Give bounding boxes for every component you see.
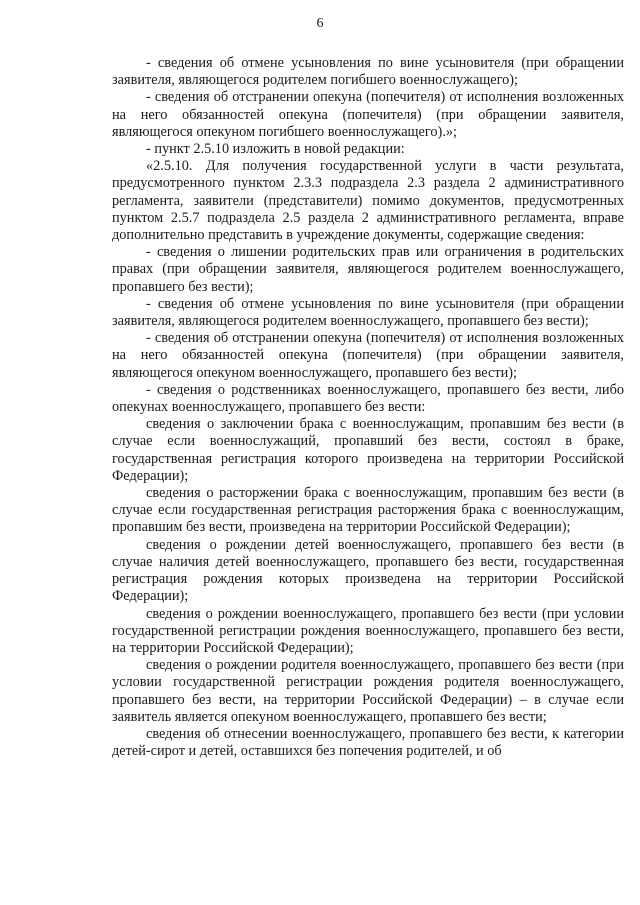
paragraph-orphan-category: сведения об отнесении военнослужащего, пропавшего без вести, к категории детей-сирот и детей, оставшихся без попечения родителей, и об (112, 725, 624, 760)
paragraph-guardian-removal-missing: - сведения об отстранении опекуна (попечителя) от исполнения возложенных на него обязанностей опекуна (попечителя) (при обращении заявителя, являющегося опекуном военнослужащего, пропавшего без вести); (112, 330, 624, 381)
document-body (112, 55, 624, 760)
paragraph-adoption-cancel-deceased: - сведения об отмене усыновления по вине усыновителя (при обращении заявителя, являющегося родителем погибшего военнослужащего); (112, 55, 624, 89)
paragraph-relatives: - сведения о родственниках военнослужащего, пропавшего без вести, либо опекунах военнослужащего, пропавшего без вести: (112, 381, 624, 416)
paragraph-serviceman-birth: сведения о рождении военнослужащего, пропавшего без вести (при условии государственной регистрации рождения военнослужащего, пропавшего без вести, на территории Российской Федерации); (112, 605, 624, 656)
paragraph-adoption-cancel-missing: - сведения об отмене усыновления по вине усыновителя (при обращении заявителя, являющегося родителем военнослужащего, пропавшего без вести); (112, 295, 624, 330)
paragraph-divorce: сведения о расторжении брака с военнослужащим, пропавшим без вести (в случае если государственная регистрация расторжения брака с военнослужащим, пропавшим без вести, произведена на территории Российской Федерации); (112, 485, 624, 536)
paragraph-guardian-removal-deceased: - сведения об отстранении опекуна (попечителя) от исполнения возложенных на него обязанностей опекуна (попечителя) (при обращении заявителя, являющегося опекуном погибшего военнослужащего).»; (112, 89, 624, 140)
paragraph-item-2-5-10-heading: - пункт 2.5.10 изложить в новой редакции: (146, 141, 405, 158)
paragraph-children-birth: сведения о рождении детей военнослужащего, пропавшего без вести (в случае наличия детей военнослужащего, пропавшего без вести, государственная регистрация рождения которых произведена на территории Российской Федерации); (112, 536, 624, 605)
paragraph-parental-rights: - сведения о лишении родительских прав или ограничения в родительских правах (при обращении заявителя, являющегося родителем военнослужащего, пропавшего без вести); (112, 244, 624, 295)
paragraph-marriage: сведения о заключении брака с военнослужащим, пропавшим без вести (в случае если военнослужащий, пропавший без вести, состоял в браке, государственная регистрация которого произведена на территории Российской Федерации); (112, 416, 624, 484)
page-number: 6 (316, 16, 324, 31)
paragraph-parent-birth: сведения о рождении родителя военнослужащего, пропавшего без вести (при условии государственной регистрации рождения родителя военнослужащего, пропавшего без вести, на территории Российской Федерации) – в случае если заявитель является опекуном военнослужащего, пропавшего без вести; (112, 657, 624, 725)
paragraph-item-2-5-10-text: «2.5.10. Для получения государственной услуги в части результата, предусмотренного пунктом 2.3.3 подраздела 2.3 раздела 2 административного регламента, заявители (представители) помимо документов, предусмотренных пунктом 2.5.7 подраздела 2.5 раздела 2 административного регламента, вправе дополнительно представить в учреждение документы, содержащие сведения: (112, 158, 624, 244)
